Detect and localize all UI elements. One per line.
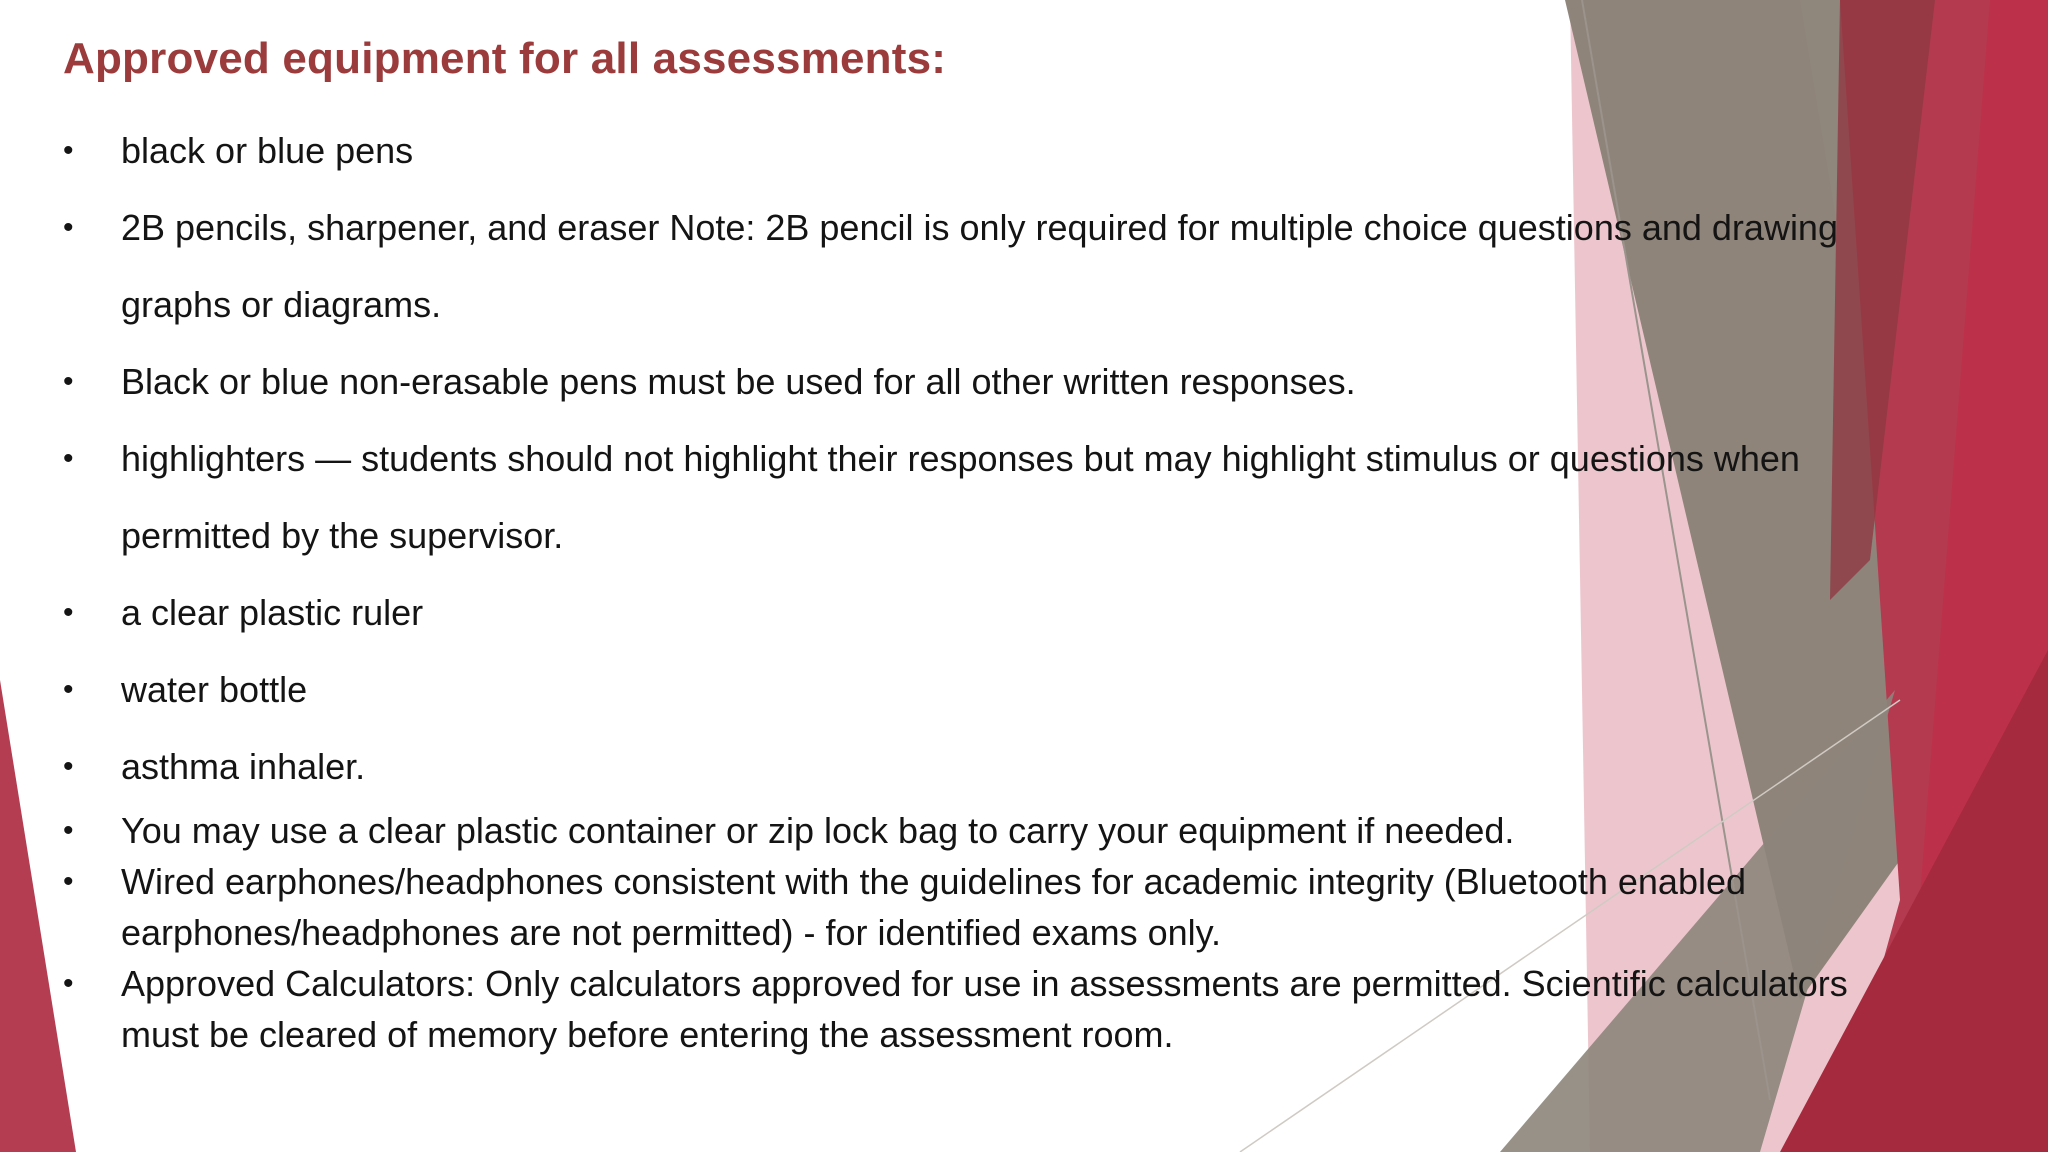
list-item: [63, 189, 1921, 343]
list-item: [63, 420, 1951, 574]
list-item: [63, 958, 1901, 1060]
bullet-icon: •: [63, 814, 74, 847]
list-item: [63, 112, 1963, 189]
bullet-icon: •: [63, 442, 74, 475]
bullet-icon: •: [63, 967, 74, 1000]
list-item: [63, 343, 1963, 420]
list-item-text: water bottle: [121, 669, 308, 710]
list-item: [63, 651, 1963, 728]
bullet-icon: •: [63, 211, 74, 244]
list-item: [63, 805, 1963, 856]
bullet-icon: •: [63, 134, 74, 167]
bullet-icon: •: [63, 596, 74, 629]
bullet-list: [63, 112, 1963, 1060]
list-item-text: Wired earphones/headphones consistent with the guidelines for academic integrity (Bluetooth enabled earphones/headphones are not permitted) - for identified exams only.: [121, 861, 1747, 953]
list-item-text: You may use a clear plastic container or zip lock bag to carry your equipment if needed.: [121, 810, 1515, 851]
bullet-icon: •: [63, 865, 74, 898]
list-item: [63, 728, 1963, 805]
bullet-group-tight: [63, 805, 1963, 1060]
bullet-icon: •: [63, 673, 74, 706]
list-item-text: highlighters — students should not highlight their responses but may highlight stimulus or questions when permitted by the supervisor.: [121, 438, 1800, 556]
slide-title: Approved equipment for all assessments:: [63, 34, 947, 83]
list-item-text: Black or blue non-erasable pens must be used for all other written responses.: [121, 361, 1356, 402]
list-item: [63, 856, 1991, 958]
list-item-text: Approved Calculators: Only calculators approved for use in assessments are permitted. Scientific calculators must be cleared of memory before entering the assessment room.: [121, 963, 1848, 1055]
list-item-text: 2B pencils, sharpener, and eraser Note: 2B pencil is only required for multiple choice questions and drawing graphs or diagrams.: [121, 207, 1838, 325]
list-item-text: black or blue pens: [121, 130, 414, 171]
list-item-text: asthma inhaler.: [121, 746, 366, 787]
bullet-icon: •: [63, 365, 74, 398]
bullet-group-spaced: [63, 112, 1963, 805]
bullet-icon: •: [63, 750, 74, 783]
list-item-text: a clear plastic ruler: [121, 592, 424, 633]
list-item: [63, 574, 1963, 651]
